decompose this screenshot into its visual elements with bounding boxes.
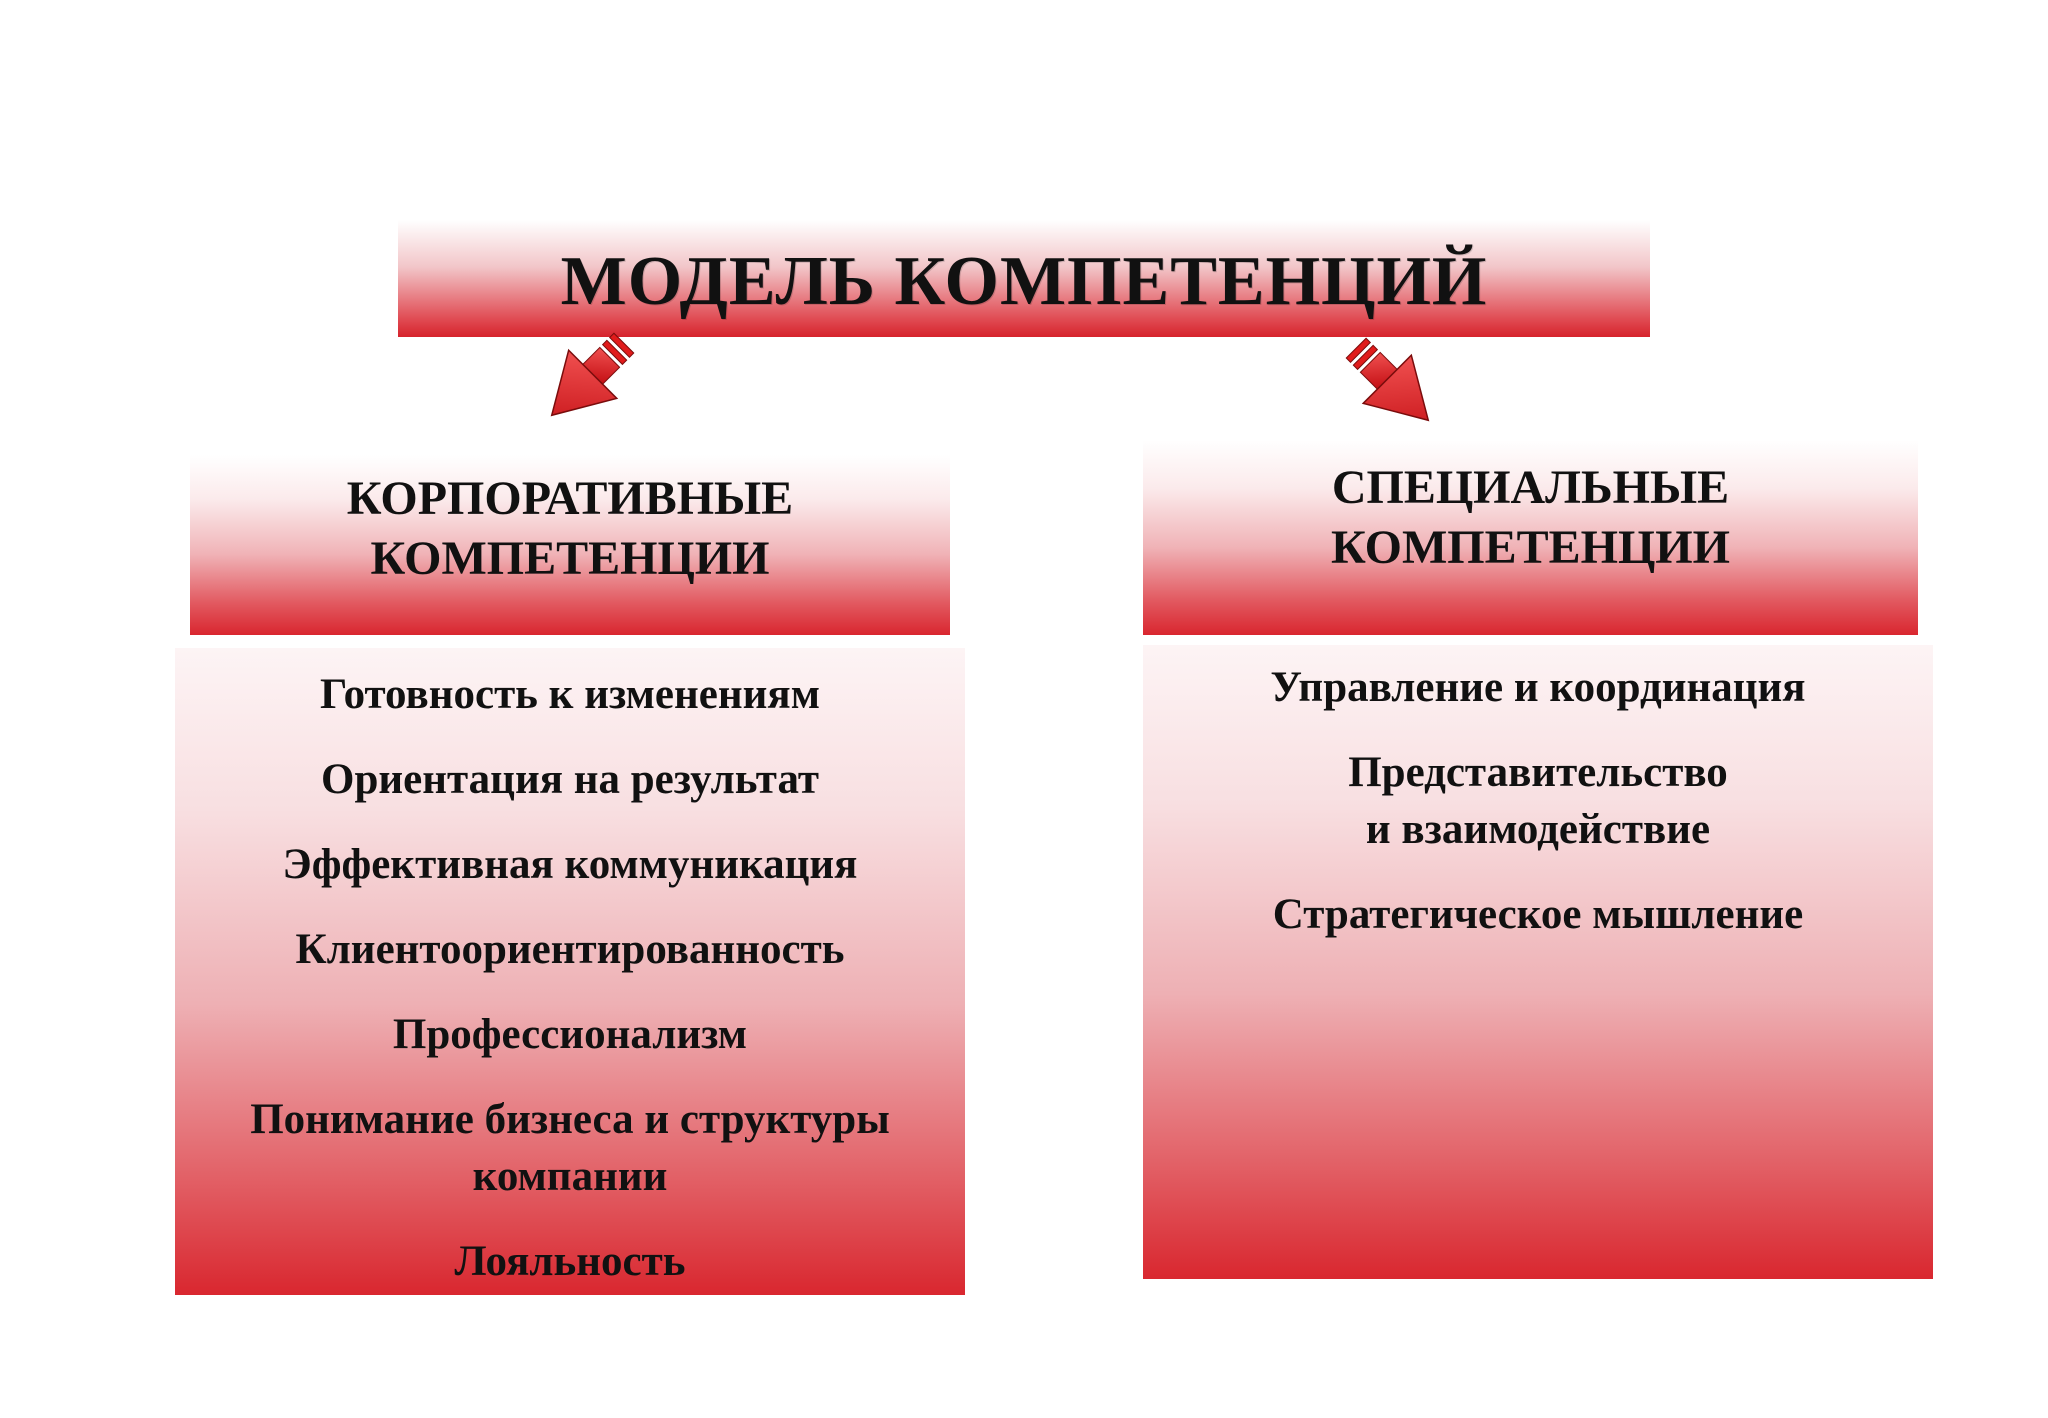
corporate-list — [175, 648, 965, 1295]
corporate-header — [190, 455, 950, 635]
special-list — [1143, 645, 1933, 1279]
special-header-line2: КОМПЕТЕНЦИИ — [1331, 521, 1730, 574]
list-item: Ориентация на результат — [321, 756, 819, 803]
list-item: Лояльность — [454, 1238, 686, 1285]
list-item: Представительство и взаимодействие — [1348, 749, 1728, 853]
list-item: Стратегическое мышление — [1272, 891, 1804, 938]
diagram-title: МОДЕЛЬ КОМПЕТЕНЦИЙ — [560, 242, 1488, 320]
special-header — [1143, 440, 1918, 635]
list-item: Готовность к изменениям — [319, 671, 820, 718]
corporate-header-line2: КОМПЕТЕНЦИИ — [370, 532, 770, 585]
title-box — [398, 220, 1650, 337]
corporate-header-line1: КОРПОРАТИВНЫЕ — [346, 472, 794, 525]
list-item: Понимание бизнеса и структуры компании — [250, 1096, 890, 1200]
arrow-down-right-icon — [1330, 330, 1470, 455]
list-item: Эффективная коммуникация — [282, 841, 858, 888]
special-header-line1: СПЕЦИАЛЬНЫЕ — [1331, 461, 1730, 514]
arrow-down-left-icon — [510, 325, 650, 450]
list-item: Клиентоориентированность — [295, 926, 845, 973]
list-item: Управление и координация — [1270, 664, 1806, 711]
list-item: Профессионализм — [392, 1011, 748, 1058]
